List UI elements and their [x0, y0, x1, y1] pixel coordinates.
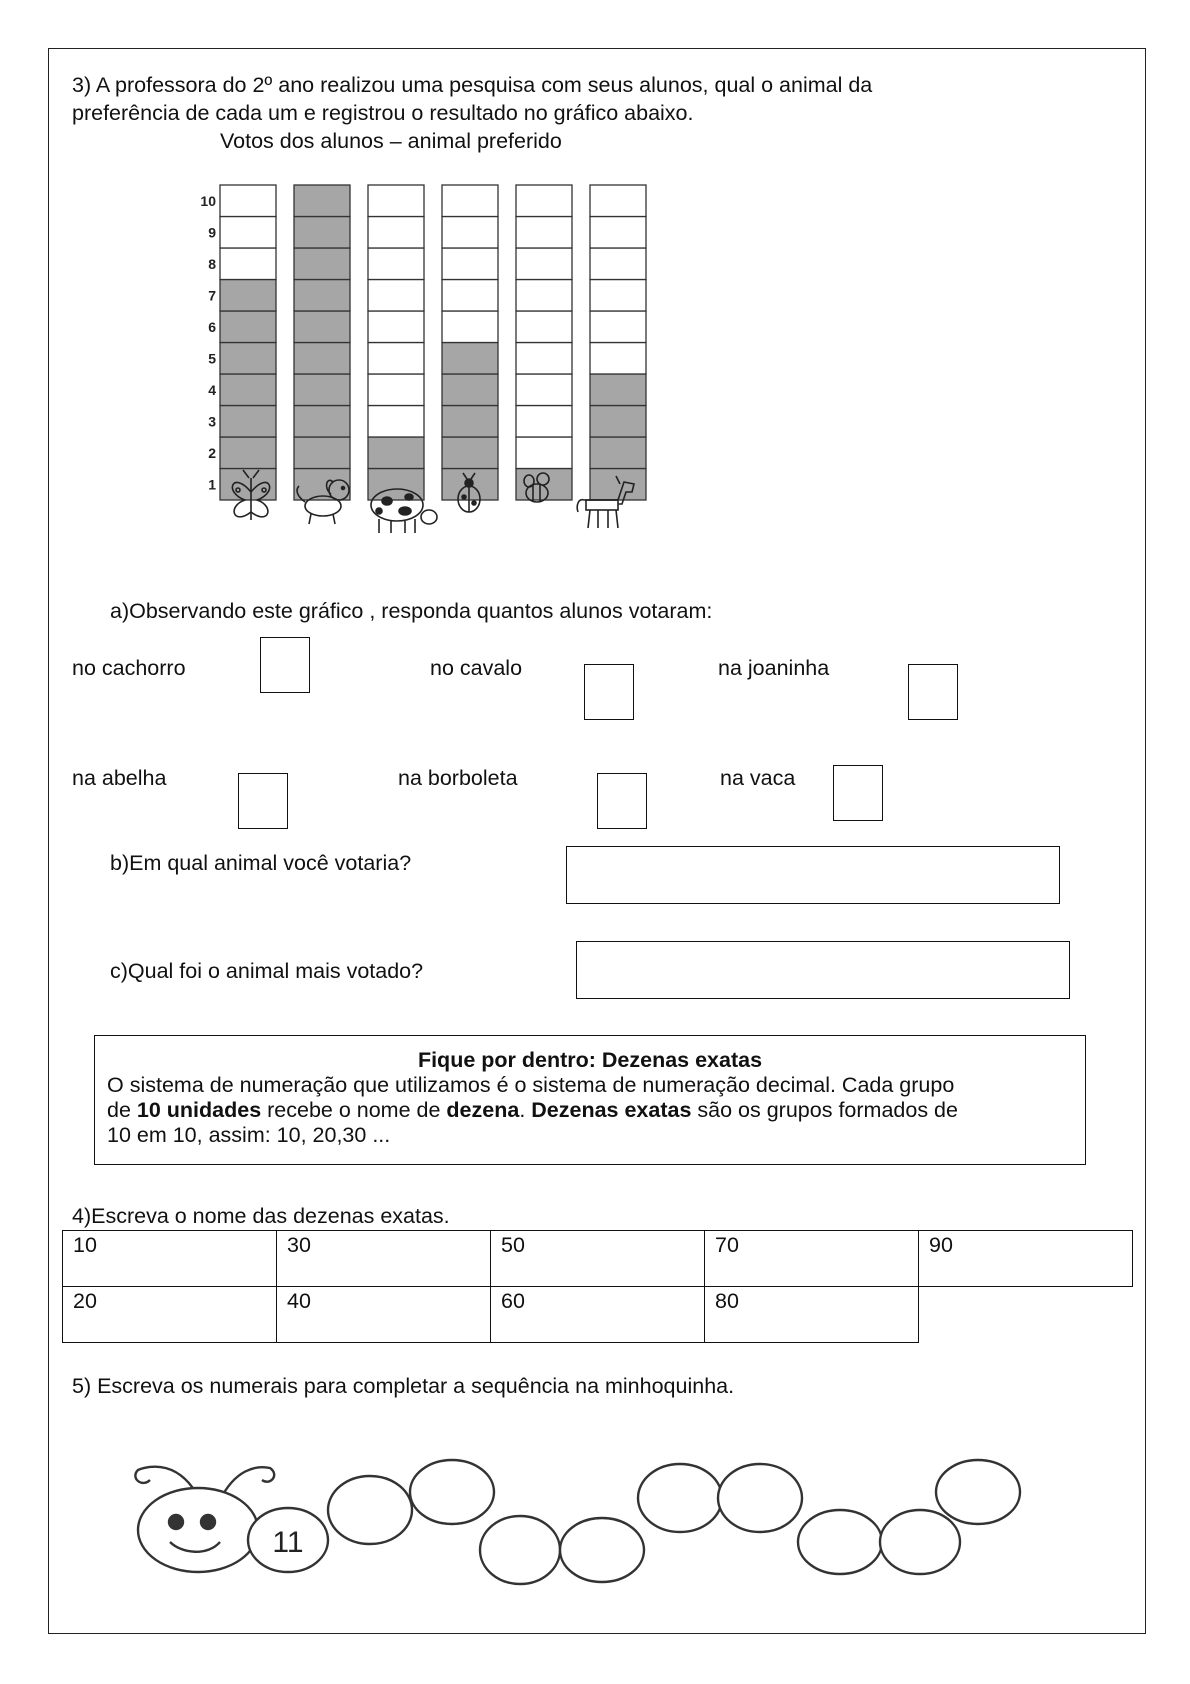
bar-cell — [294, 217, 350, 249]
chart-title: Votos dos alunos – animal preferido — [220, 129, 562, 153]
bar-cachorro — [294, 185, 350, 500]
bar-cell — [516, 374, 572, 406]
y-tick-label: 10 — [200, 192, 216, 209]
bar-cell — [294, 437, 350, 469]
cell-10[interactable]: 10 — [63, 1231, 277, 1287]
y-tick-label: 8 — [208, 255, 216, 272]
answer-box-vaca[interactable] — [833, 765, 883, 821]
answer-box-abelha[interactable] — [238, 773, 288, 829]
segment-7 — [718, 1464, 802, 1532]
label-vaca: na vaca — [720, 766, 796, 790]
bar-cell — [368, 343, 424, 375]
bar-cell — [442, 311, 498, 343]
bar-cell — [220, 280, 276, 312]
bar-cell — [516, 311, 572, 343]
segment-9 — [880, 1510, 960, 1574]
bar-cell — [516, 437, 572, 469]
bar-cell — [294, 406, 350, 438]
segment-5 — [560, 1518, 644, 1582]
answer-box-borboleta[interactable] — [597, 773, 647, 829]
bar-cell — [220, 248, 276, 280]
bar-cell — [590, 469, 646, 501]
segment-10 — [936, 1460, 1020, 1524]
bar-cell — [368, 248, 424, 280]
bar-cell — [442, 217, 498, 249]
y-tick-label: 9 — [208, 224, 216, 241]
bar-cell — [368, 185, 424, 217]
bar-cell — [590, 374, 646, 406]
bar-cell — [442, 374, 498, 406]
cell-80[interactable]: 80 — [705, 1287, 919, 1343]
y-tick-label: 3 — [208, 413, 216, 430]
bar-cell — [516, 217, 572, 249]
caterpillar-head — [138, 1488, 258, 1572]
question-a: a)Observando este gráfico , responda quantos alunos votaram: — [110, 599, 713, 623]
cell-20[interactable]: 20 — [63, 1287, 277, 1343]
question-b: b)Em qual animal você votaria? — [110, 851, 412, 875]
info-line1: O sistema de numeração que utilizamos é o sistema de numeração decimal. Cada grupo — [107, 1073, 955, 1097]
y-tick-label: 1 — [208, 476, 216, 493]
bar-cell — [590, 406, 646, 438]
answer-box-joaninha[interactable] — [908, 664, 958, 720]
info-line3: 10 em 10, assim: 10, 20,30 ... — [107, 1123, 391, 1147]
bar-vaca — [368, 185, 424, 500]
q3-intro-line1: 3) A professora do 2º ano realizou uma pesquisa com seus alunos, qual o animal da — [72, 73, 873, 97]
info-line2: de 10 unidades recebe o nome de dezena. Dezenas exatas são os grupos formados de — [107, 1098, 958, 1122]
y-tick-label: 2 — [208, 444, 216, 461]
bar-cell — [220, 217, 276, 249]
bar-cell — [516, 343, 572, 375]
cell-70[interactable]: 70 — [705, 1231, 919, 1287]
y-tick-label: 7 — [208, 287, 216, 304]
bar-chart — [180, 175, 660, 575]
cell-60[interactable]: 60 — [491, 1287, 705, 1343]
bar-cell — [294, 374, 350, 406]
segment-8 — [798, 1510, 882, 1574]
bar-cell — [442, 248, 498, 280]
info-title: Fique por dentro: Dezenas exatas — [417, 1048, 763, 1072]
bar-joaninha — [442, 185, 498, 500]
answer-box-cachorro[interactable] — [260, 637, 310, 693]
bar-cell — [516, 185, 572, 217]
segment-2 — [328, 1476, 412, 1544]
answer-box-cavalo[interactable] — [584, 664, 634, 720]
label-borboleta: na borboleta — [398, 766, 518, 790]
bar-abelha — [516, 185, 572, 500]
bar-cell — [220, 374, 276, 406]
info-box — [94, 1035, 1086, 1165]
bar-cavalo — [590, 185, 646, 500]
bar-cell — [590, 343, 646, 375]
bar-cell — [294, 280, 350, 312]
bar-cell — [590, 437, 646, 469]
bar-cell — [516, 280, 572, 312]
segment-3 — [410, 1460, 494, 1524]
label-cavalo: no cavalo — [430, 656, 523, 680]
bar-cell — [442, 185, 498, 217]
bar-cell — [516, 248, 572, 280]
bar-cell — [590, 185, 646, 217]
bar-cell — [220, 343, 276, 375]
bar-cell — [368, 311, 424, 343]
bar-cell — [442, 280, 498, 312]
q3-intro-line2: preferência de cada um e registrou o resultado no gráfico abaixo. — [72, 101, 694, 125]
cell-50[interactable]: 50 — [491, 1231, 705, 1287]
answer-box-b[interactable] — [566, 846, 1060, 904]
bar-cell — [368, 437, 424, 469]
bar-cell — [220, 437, 276, 469]
bar-cell — [368, 280, 424, 312]
bar-cell — [294, 185, 350, 217]
y-tick-label: 6 — [208, 318, 216, 335]
bar-cell — [294, 248, 350, 280]
bar-cell — [220, 311, 276, 343]
segment-4 — [480, 1516, 560, 1584]
first-number: 11 — [272, 1526, 304, 1559]
y-tick-label: 4 — [208, 381, 216, 398]
bar-cell — [368, 406, 424, 438]
segment-6 — [638, 1464, 722, 1532]
bar-cell — [590, 217, 646, 249]
bar-cell — [590, 311, 646, 343]
dezenas-table — [62, 1230, 1133, 1343]
bar-cell — [294, 343, 350, 375]
caterpillar — [120, 1430, 1040, 1610]
answer-box-c[interactable] — [576, 941, 1070, 999]
bar-cell — [294, 311, 350, 343]
bar-cell — [368, 217, 424, 249]
bar-cell — [442, 437, 498, 469]
label-abelha: na abelha — [72, 766, 167, 790]
label-joaninha: na joaninha — [718, 656, 830, 680]
bar-borboleta — [220, 185, 276, 500]
y-tick-label: 5 — [208, 350, 216, 367]
cell-30[interactable]: 30 — [277, 1231, 491, 1287]
bar-cell — [516, 406, 572, 438]
question-c: c)Qual foi o animal mais votado? — [110, 959, 424, 983]
q4-title: 4)Escreva o nome das dezenas exatas. — [72, 1204, 450, 1228]
bar-cell — [442, 343, 498, 375]
bar-cell — [590, 280, 646, 312]
cell-40[interactable]: 40 — [277, 1287, 491, 1343]
cell-90[interactable]: 90 — [919, 1231, 1133, 1287]
bar-cell — [368, 374, 424, 406]
bar-cell — [220, 406, 276, 438]
bar-cell — [220, 469, 276, 501]
bar-cell — [220, 185, 276, 217]
bar-cell — [590, 248, 646, 280]
bar-cell — [442, 406, 498, 438]
q5-title: 5) Escreva os numerais para completar a sequência na minhoquinha. — [72, 1374, 735, 1398]
label-cachorro: no cachorro — [72, 656, 186, 680]
